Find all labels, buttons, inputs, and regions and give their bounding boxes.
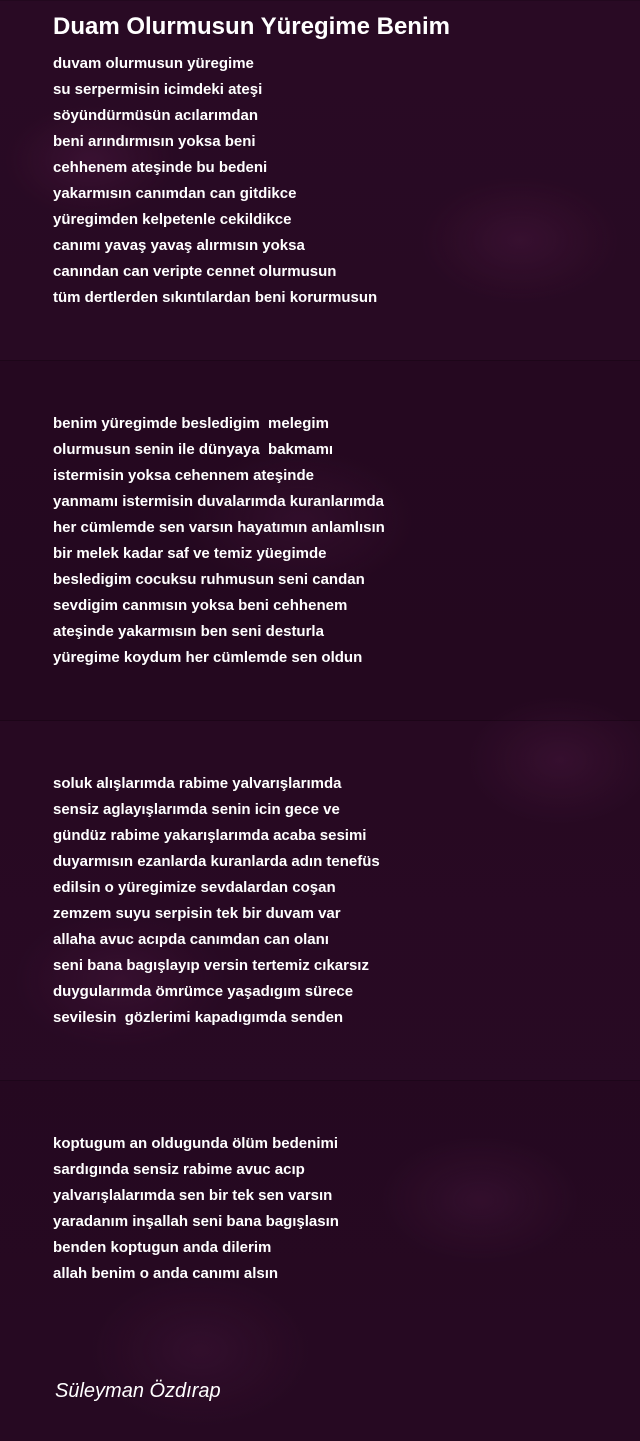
- poem-line: sensiz aglayışlarımda senin icin gece ve: [53, 801, 340, 818]
- poem-line: yüregime koydum her cümlemde sen oldun: [53, 649, 363, 666]
- poem-line: söyündürmüsün acılarımdan: [53, 107, 259, 124]
- poem-stanza-3: [53, 771, 623, 1031]
- poem-line: olurmusun senin ile dünyaya bakmamı: [53, 441, 334, 458]
- poem-line: cehhenem ateşinde bu bedeni: [53, 159, 268, 176]
- poem-line: seni bana bagışlayıp versin tertemiz cıkarsız: [53, 957, 369, 974]
- poem-line: besledigim cocuksu ruhmusun seni candan: [53, 571, 365, 588]
- poem-line: gündüz rabime yakarışlarımda acaba sesimi: [53, 827, 367, 844]
- poem-line: yanmamı istermisin duvalarımda kuranlarımda: [53, 493, 384, 510]
- poem-line: sardıgında sensiz rabime avuc acıp: [53, 1161, 305, 1178]
- poem-line: canından can veripte cennet olurmusun: [53, 263, 337, 280]
- poem-author: Süleyman Özdırap: [55, 1380, 221, 1402]
- poem-stanza-1: [53, 51, 623, 311]
- poem-line: her cümlemde sen varsın hayatımın anlamlısın: [53, 519, 385, 536]
- poem-line: benden koptugun anda dilerim: [53, 1239, 272, 1256]
- poem-line: su serpermisin icimdeki ateşi: [53, 81, 263, 98]
- poem-line: zemzem suyu serpisin tek bir duvam var: [53, 905, 341, 922]
- poem-line: sevilesin gözlerimi kapadıgımda senden: [53, 1009, 344, 1026]
- poem-line: yüregimden kelpetenle cekildikce: [53, 211, 292, 228]
- poem-line: yaradanım inşallah seni bana bagışlasın: [53, 1213, 339, 1230]
- poem-title: Duam Olurmusun Yüregime Benim: [53, 13, 450, 40]
- poem-line: duvam olurmusun yüregime: [53, 55, 254, 72]
- poem-line: ateşinde yakarmısın ben seni desturla: [53, 623, 324, 640]
- poem-line: beni arındırmısın yoksa beni: [53, 133, 256, 150]
- poem-line: koptugum an oldugunda ölüm bedenimi: [53, 1135, 338, 1152]
- poem-line: duyarmısın ezanlarda kuranlarda adın tenefüs: [53, 853, 380, 870]
- poem-line: yakarmısın canımdan can gitdikce: [53, 185, 297, 202]
- poem-line: edilsin o yüregimize sevdalardan coşan: [53, 879, 336, 896]
- poem-line: tüm dertlerden sıkıntılardan beni korurmusun: [53, 289, 378, 306]
- poem-line: soluk alışlarımda rabime yalvarışlarımda: [53, 775, 342, 792]
- poem-line: benim yüregimde besledigim melegim: [53, 415, 329, 432]
- poem-line: canımı yavaş yavaş alırmısın yoksa: [53, 237, 305, 254]
- poem-line: istermisin yoksa cehennem ateşinde: [53, 467, 314, 484]
- poem-stanza-4: [53, 1131, 623, 1287]
- poem-stanza-2: [53, 411, 623, 671]
- poem-line: allah benim o anda canımı alsın: [53, 1265, 279, 1282]
- poem-line: yalvarışlalarımda sen bir tek sen varsın: [53, 1187, 333, 1204]
- poem-line: duygularımda ömrümce yaşadıgım sürece: [53, 983, 354, 1000]
- poem-line: sevdigim canmısın yoksa beni cehhenem: [53, 597, 348, 614]
- poem-line: bir melek kadar saf ve temiz yüegimde: [53, 545, 327, 562]
- poem-line: allaha avuc acıpda canımdan can olanı: [53, 931, 329, 948]
